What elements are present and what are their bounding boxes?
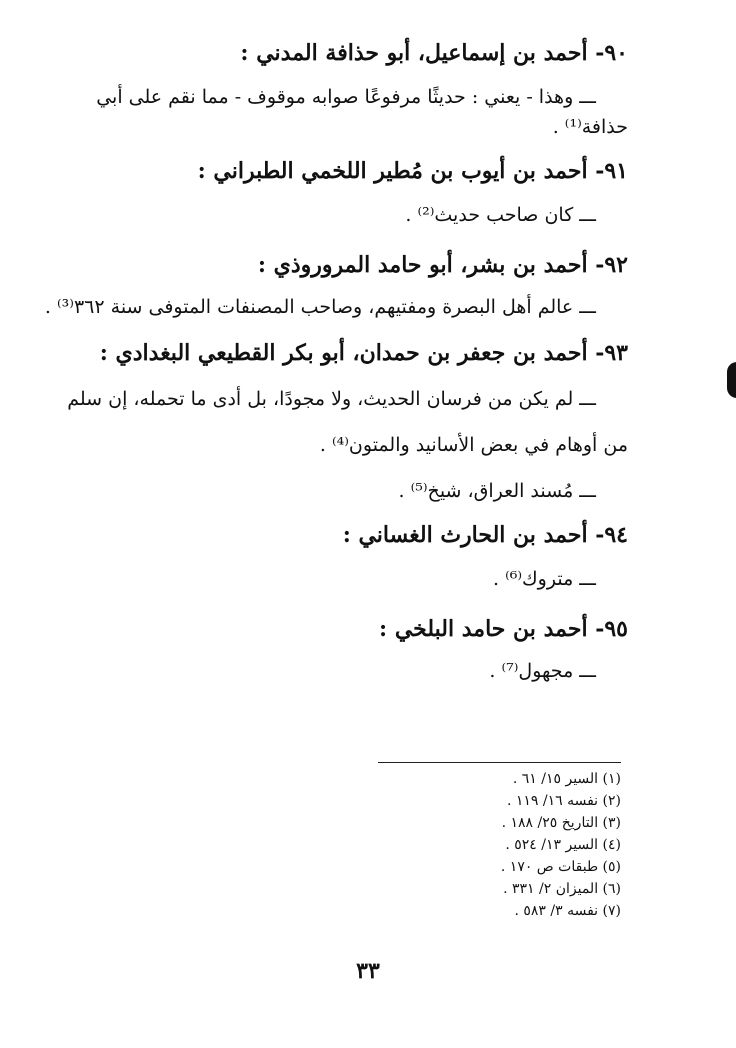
- page-number: ٣٣: [356, 958, 380, 984]
- scan-edge-mark: [727, 362, 736, 398]
- entry-text: ـــ مُسند العراق، شيخ⁽⁵⁾ .: [398, 480, 596, 502]
- entry-heading: ٩٢- أحمد بن بشر، أبو حامد المروروذي :: [257, 252, 628, 278]
- footnote-divider: [378, 762, 621, 763]
- footnote: (٥) طبقات ص ١٧٠ .: [500, 859, 621, 875]
- footnote: (٧) نفسه ٣/ ٥٨٣ .: [514, 903, 621, 919]
- entry-heading: ٩٤- أحمد بن الحارث الغساني :: [342, 522, 628, 548]
- entry-text: ـــ لم يكن من فرسان الحديث، ولا مجودًا، بل أدى ما تحمله، إن سلم: [67, 388, 596, 410]
- entry-text: من أوهام في بعض الأسانيد والمتون⁽⁴⁾ .: [319, 434, 628, 456]
- entry-text: ـــ متروك⁽⁶⁾ .: [492, 568, 596, 590]
- footnote: (١) السير ١٥/ ٦١ .: [512, 771, 621, 787]
- footnote: (٢) نفسه ١٦/ ١١٩ .: [506, 793, 621, 809]
- entry-heading: ٩٣- أحمد بن جعفر بن حمدان، أبو بكر القطيعي البغدادي :: [99, 340, 628, 366]
- footnote: (٤) السير ١٣/ ٥٢٤ .: [505, 837, 621, 853]
- entry-text: ـــ كان صاحب حديث⁽²⁾ .: [405, 204, 596, 226]
- entry-heading: ٩٠- أحمد بن إسماعيل، أبو حذافة المدني :: [240, 40, 628, 66]
- footnote: (٦) الميزان ٢/ ٣٣١ .: [503, 881, 621, 897]
- entry-text: ـــ مجهول⁽⁷⁾ .: [489, 660, 596, 682]
- footnote: (٣) التاريخ ٢٥/ ١٨٨ .: [501, 815, 621, 831]
- entry-heading: ٩٥- أحمد بن حامد البلخي :: [379, 616, 628, 642]
- entry-text: حذافة⁽¹⁾ .: [552, 116, 628, 138]
- entry-text: ـــ عالم أهل البصرة ومفتيهم، وصاحب المصنفات المتوفى سنة ٣٦٢⁽³⁾ .: [44, 296, 596, 318]
- entry-heading: ٩١- أحمد بن أيوب بن مُطير اللخمي الطبراني :: [197, 158, 628, 184]
- entry-text: ـــ وهذا - يعني : حديثًا مرفوعًا صوابه موقوف - مما نقم على أبي: [96, 86, 596, 108]
